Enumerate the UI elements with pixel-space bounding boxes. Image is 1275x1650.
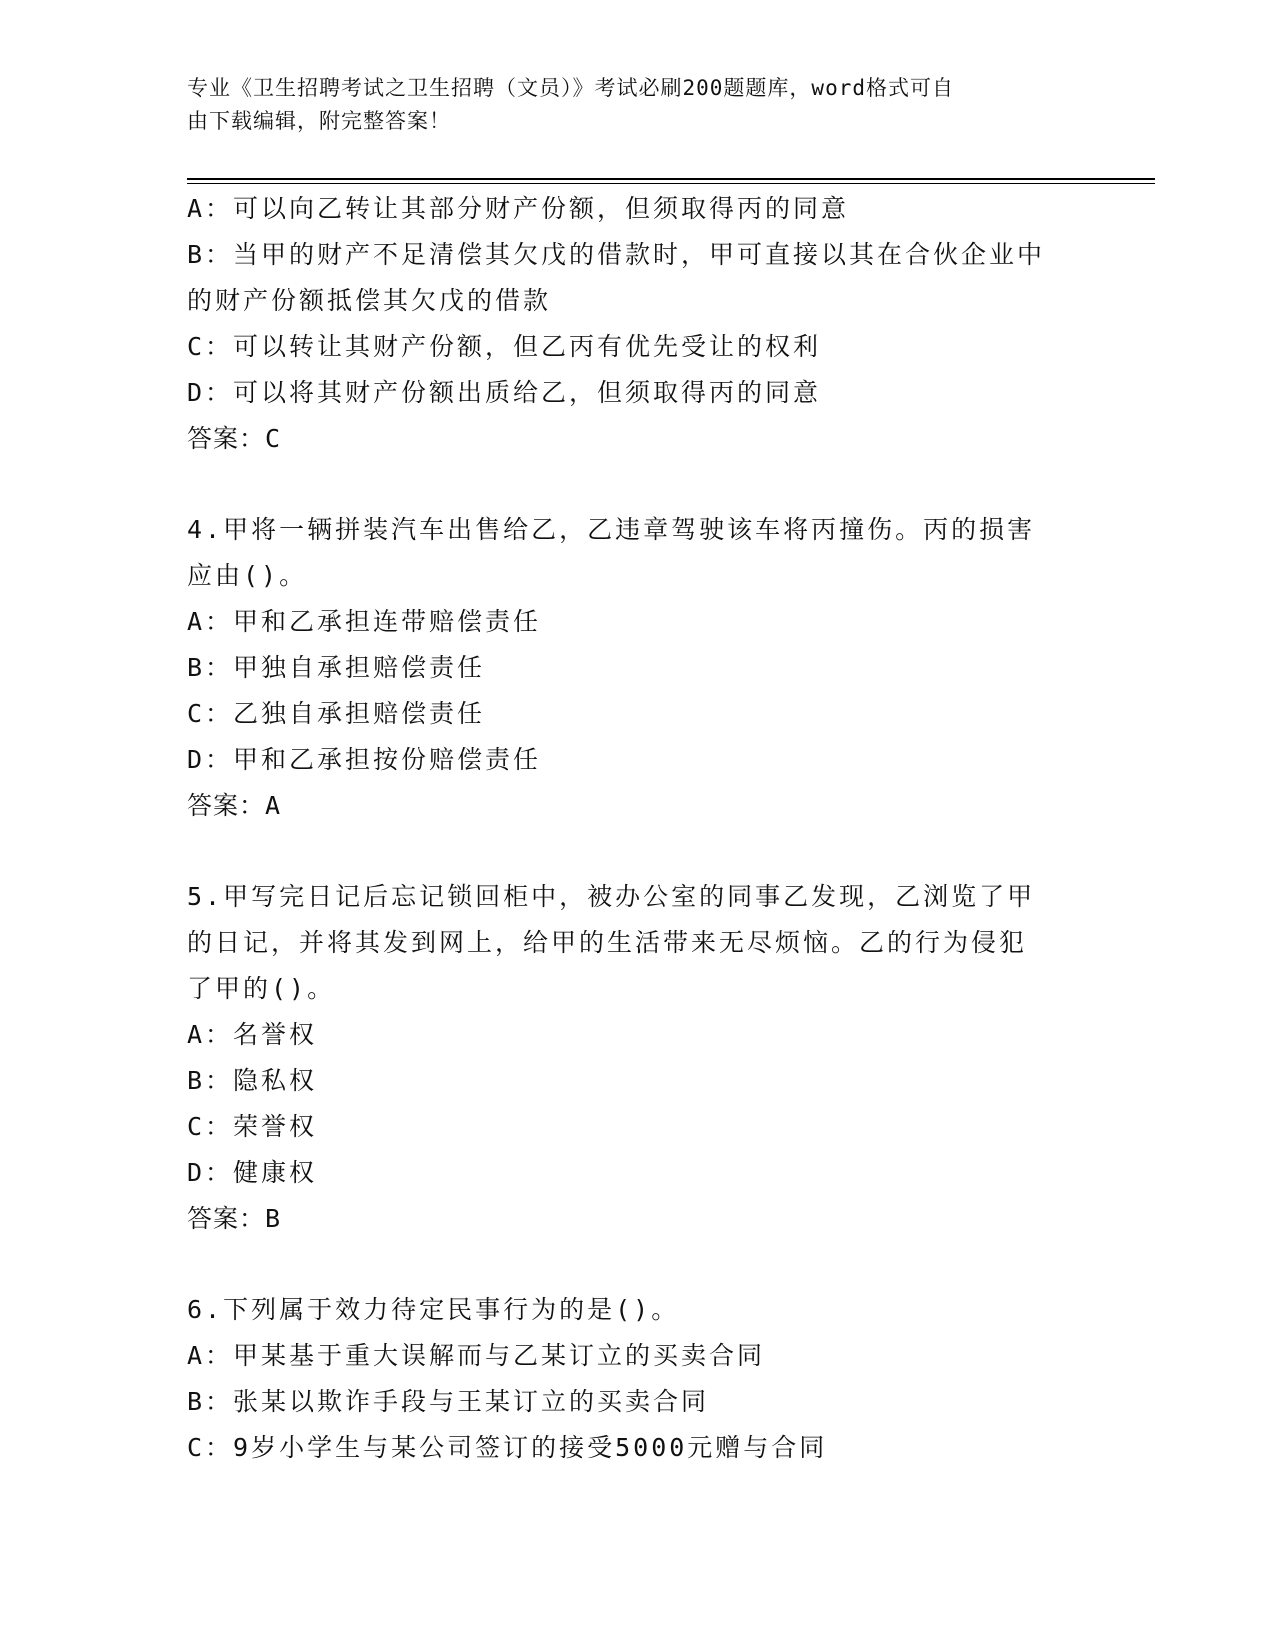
question-4-answer: 答案：A [187, 791, 282, 820]
question-5-option-a: A：名誉权 [187, 1020, 318, 1049]
question-4-option-b: B：甲独自承担赔偿责任 [187, 653, 486, 682]
question-6-option-a: A：甲某基于重大误解而与乙某订立的买卖合同 [187, 1341, 766, 1370]
spacer [187, 829, 1087, 874]
question-4 [187, 507, 1087, 829]
question-3-options [187, 186, 1087, 416]
question-content [187, 186, 1087, 1471]
spacer [187, 462, 1087, 507]
question-3-answer: 答案：C [187, 424, 282, 453]
question-4-option-c: C：乙独自承担赔偿责任 [187, 699, 486, 728]
question-5-stem-line-2: 的日记，并将其发到网上，给甲的生活带来无尽烦恼。乙的行为侵犯 [187, 928, 1028, 957]
question-3-option-d: D：可以将其财产份额出质给乙，但须取得丙的同意 [187, 378, 822, 407]
question-4-option-a: A：甲和乙承担连带赔偿责任 [187, 607, 542, 636]
header-divider-thin [187, 183, 1155, 184]
question-6-option-c: C：9岁小学生与某公司签订的接受5000元赠与合同 [187, 1433, 828, 1462]
question-6-stem-line-1: 6.下列属于效力待定民事行为的是()。 [187, 1295, 680, 1324]
question-5-option-b: B：隐私权 [187, 1066, 318, 1095]
header-title-line-2: 由下载编辑，附完整答案！ [187, 109, 451, 133]
question-3-option-c: C：可以转让其财产份额，但乙丙有优先受让的权利 [187, 332, 822, 361]
question-3-option-b: B：当甲的财产不足清偿其欠戊的借款时，甲可直接以其在合伙企业中 [187, 240, 1046, 269]
question-3-option-a: A：可以向乙转让其部分财产份额，但须取得丙的同意 [187, 194, 850, 223]
header-title-line-1: 专业《卫生招聘考试之卫生招聘（文员）》考试必刷200题题库，word格式可自 [187, 76, 954, 100]
header-divider-thick [187, 178, 1155, 180]
question-5 [187, 874, 1087, 1242]
document-header [187, 72, 1087, 138]
question-6-option-b: B：张某以欺诈手段与王某订立的买卖合同 [187, 1387, 710, 1416]
question-5-stem-line-3: 了甲的()。 [187, 974, 336, 1003]
question-4-stem-line-2: 应由()。 [187, 561, 308, 590]
question-5-answer: 答案：B [187, 1204, 282, 1233]
question-5-option-c: C：荣誉权 [187, 1112, 318, 1141]
question-6 [187, 1287, 1087, 1471]
spacer [187, 1242, 1087, 1287]
question-4-option-d: D：甲和乙承担按份赔偿责任 [187, 745, 542, 774]
question-3-option-b-cont: 的财产份额抵偿其欠戊的借款 [187, 286, 552, 315]
question-5-option-d: D：健康权 [187, 1158, 318, 1187]
question-5-stem-line-1: 5.甲写完日记后忘记锁回柜中，被办公室的同事乙发现，乙浏览了甲 [187, 882, 1036, 911]
question-4-stem-line-1: 4.甲将一辆拼装汽车出售给乙，乙违章驾驶该车将丙撞伤。丙的损害 [187, 515, 1036, 544]
